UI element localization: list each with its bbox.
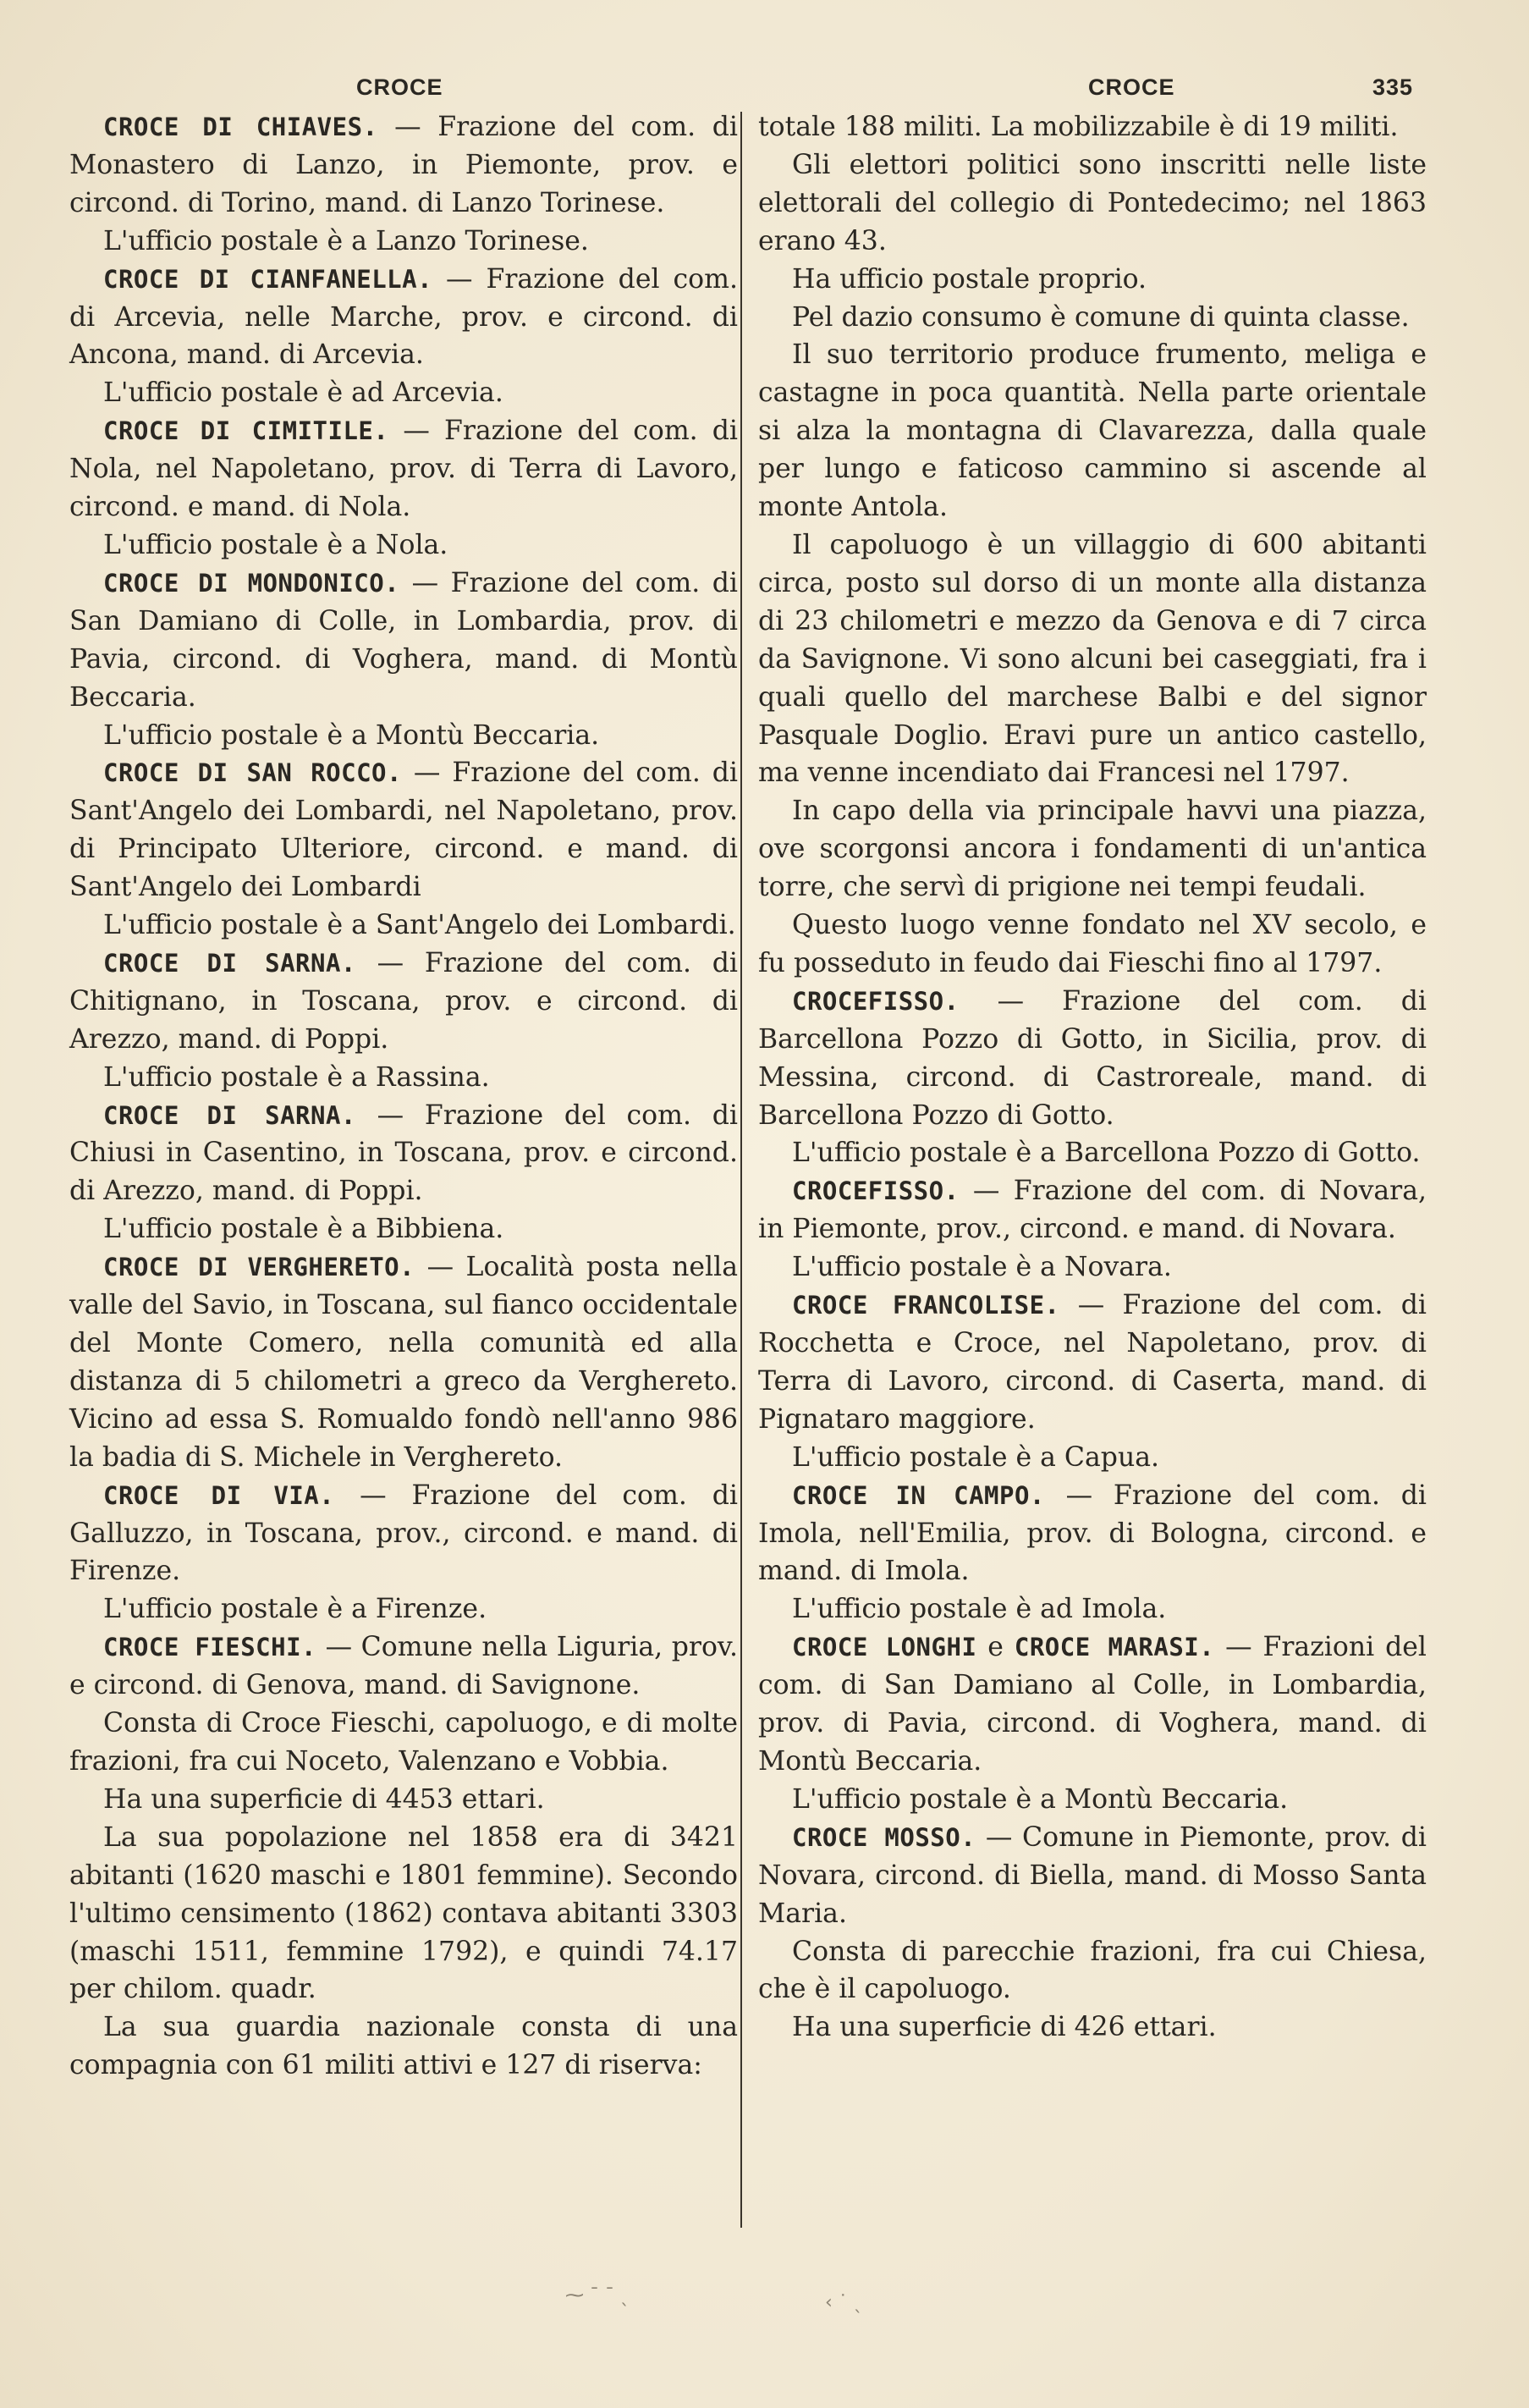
entry-paragraph: L'ufficio postale è a Montù Beccaria. (792, 1783, 1289, 1815)
entry-paragraph: L'ufficio postale è a Bibbiena. (103, 1214, 504, 1245)
entry-text: — Comune in Piemonte, prov. di Novara, circond. di Biella, mand. di Mosso Santa Maria. (758, 1821, 1427, 1929)
entry-text: — Frazione del com. di Nola, nel Napoletano, prov. di Terra di Lavoro, circond. e mand. di Nola. (69, 416, 738, 523)
entry-paragraph: Consta di parecchie frazioni, fra cui Chiesa, che è il capoluogo. (758, 1936, 1427, 2005)
entry-text: — Frazione del com. di Barcellona Pozzo di Gotto, in Sicilia, prov. di Messina, circond. di Castroreale, mand. di Barcellona Pozzo di Gotto. (758, 985, 1427, 1131)
entry-paragraph: L'ufficio postale è a Montù Beccaria. (103, 719, 600, 751)
entry-conjunction: e (976, 1632, 1015, 1663)
dictionary-entry (69, 1097, 738, 1211)
entry-text: — Frazione del com. di Rocchetta e Croce, nel Napoletano, prov. di Terra di Lavoro, circond. di Caserta, mand. di Pignataro maggiore. (758, 1290, 1427, 1435)
entry-paragraph: L'ufficio postale è a Rassina. (103, 1061, 490, 1093)
right-text-column (758, 108, 1427, 2047)
entry-paragraph: L'ufficio postale è ad Arcevia. (103, 377, 503, 409)
entry-paragraph: Ha una superficie di 4453 ettari. (103, 1783, 545, 1815)
entry-paragraph: La sua popolazione nel 1858 era di 3421 abitanti (1620 maschi e 1801 femmine). Secondo l'ultimo censimento (1862) contava abitanti 3303 (maschi 1511, femmine 1792), e quindi 74.17 per chilom. quadr. (69, 1821, 738, 2005)
entry-paragraph: Gli elettori politici sono inscritti nelle liste elettorali del collegio di Pontedecimo; nel 1863 erano 43. (758, 149, 1427, 256)
entry-paragraph: In capo della via principale havvi una piazza, ove scorgonsi ancora i fondamenti di un'antica torre, che servì di prigione nei tempi feudali. (758, 796, 1427, 903)
dictionary-entry (69, 412, 738, 526)
left-text-column (69, 108, 738, 2085)
entry-headword: CROCE DI SAN ROCCO. (103, 758, 402, 788)
entry-headword: CROCE FRANCOLISE. (792, 1291, 1060, 1320)
entry-paragraph: La sua guardia nazionale consta di una compagnia con 61 militi attivi e 127 di riserva: (69, 2012, 738, 2081)
entry-paragraph: L'ufficio postale è a Capua. (792, 1441, 1160, 1473)
entry-headword: CROCE DI VIA. (103, 1480, 335, 1510)
entry-paragraph: L'ufficio postale è ad Imola. (792, 1594, 1167, 1625)
entry-text: — Frazione del com. di Sant'Angelo dei Lombardi, nel Napoletano, prov. di Principato Ulteriore, circond. e mand. di Sant'Angelo dei Lombardi (69, 758, 738, 903)
entry-text: — Frazione del com. di Arcevia, nelle Marche, prov. e circond. di Ancona, mand. di Arcevia. (69, 263, 738, 371)
entry-headword: CROCE DI CIANFANELLA. (103, 264, 433, 294)
entry-paragraph: Ha una superficie di 426 ettari. (792, 2012, 1217, 2043)
dictionary-entry (69, 1248, 738, 1476)
entry-paragraph: L'ufficio postale è a Novara. (792, 1252, 1172, 1283)
entry-headword: CROCE DI CIMITILE. (103, 416, 389, 446)
entry-headword: CROCE DI MONDONICO. (103, 568, 400, 598)
entry-headword: CROCE MARASI. (1014, 1633, 1215, 1662)
page-speck: ‹ ˙ ˎ (825, 2292, 863, 2313)
entry-headword: CROCE DI CHIAVES. (103, 113, 378, 141)
entry-headword: CROCEFISSO. (792, 1176, 960, 1206)
entry-headword: CROCE FIESCHI. (103, 1633, 316, 1662)
entry-headword: CROCE DI VERGHERETO. (103, 1253, 415, 1282)
entry-text: — Frazione del com. di San Damiano di Colle, in Lombardia, prov. di Pavia, circond. di Voghera, mand. di Montù Beccaria. (69, 567, 738, 713)
running-head-right: CROCE (1088, 74, 1175, 100)
dictionary-entry (69, 1628, 738, 1705)
entry-text: — Comune nella Liguria, prov. e circond. di Genova, mand. di Savignone. (69, 1632, 739, 1701)
dictionary-entry (758, 1819, 1427, 1933)
dictionary-entry (69, 1477, 738, 1591)
entry-headword: CROCE DI SARNA. (103, 1100, 356, 1130)
entry-text: — Località posta nella valle del Savio, in Toscana, sul fianco occidentale del Monte Comero, nella comunità ed alla distanza di 5 chilometri a greco da Verghereto. Vicino ad essa S. Romualdo fondò nell'anno 986 la badia di S. Michele in Verghereto. (69, 1252, 738, 1473)
dictionary-entry (69, 261, 738, 375)
entry-text: — Frazione del com. di Chitignano, in Toscana, prov. e circond. di Arezzo, mand. di Poppi. (69, 947, 738, 1055)
dictionary-entry (758, 1287, 1427, 1439)
entry-headword: CROCE LONGHI (792, 1633, 977, 1662)
entry-headword: CROCEFISSO. (792, 986, 960, 1016)
entry-paragraph: L'ufficio postale è a Barcellona Pozzo di Gotto. (792, 1138, 1421, 1169)
entry-paragraph: Consta di Croce Fieschi, capoluogo, e di molte frazioni, fra cui Noceto, Valenzano e Vobbia. (69, 1708, 738, 1777)
entry-headword: CROCE DI SARNA. (103, 948, 356, 978)
entry-paragraph: L'ufficio postale è a Lanzo Torinese. (103, 225, 589, 256)
entry-paragraph: L'ufficio postale è a Sant'Angelo dei Lombardi. (103, 910, 736, 941)
entry-text: — Frazione del com. di Galluzzo, in Toscana, prov., circond. e mand. di Firenze. (69, 1480, 738, 1587)
dictionary-entry (758, 1628, 1427, 1781)
dictionary-entry (69, 945, 738, 1059)
entry-paragraph: Pel dazio consumo è comune di quinta classe. (792, 301, 1410, 333)
entry-headword: CROCE IN CAMPO. (792, 1480, 1045, 1510)
entry-paragraph: Il capoluogo è un villaggio di 600 abitanti circa, posto sul dorso di un monte alla distanza di 23 chilometri e mezzo da Genova e di 7 circa da Savignone. Vi sono alcuni bei caseggiati, fra i quali quello del marchese Balbi e del signor Pasquale Doglio. Eravi pure un antico castello, ma venne incendiato dai Francesi nel 1797. (758, 529, 1427, 789)
entry-paragraph: L'ufficio postale è a Nola. (103, 529, 448, 560)
dictionary-entry (758, 983, 1427, 1135)
dictionary-entry (69, 754, 738, 906)
page-speck: ⁓ ˉ ˉ ˎ (565, 2285, 630, 2306)
entry-paragraph: Il suo territorio produce frumento, meliga e castagne in poca quantità. Nella parte orientale si alza la montagna di Clavarezza, dalla quale per lungo e faticoso cammino si ascende al monte Antola. (758, 339, 1427, 523)
entry-text: — Frazione del com. di Imola, nell'Emilia, prov. di Bologna, circond. e mand. di Imola. (758, 1480, 1427, 1587)
entry-text: — Frazioni del com. di San Damiano al Colle, in Lombardia, prov. di Pavia, circond. di Voghera, mand. di Montù Beccaria. (758, 1632, 1427, 1777)
dictionary-entry (69, 108, 738, 223)
entry-paragraph: L'ufficio postale è a Firenze. (103, 1594, 487, 1625)
entry-paragraph: Ha ufficio postale proprio. (792, 263, 1147, 295)
dictionary-entry (69, 565, 738, 717)
entry-paragraph: totale 188 militi. La mobilizzabile è di 19 militi. (758, 112, 1399, 142)
entry-text: — Frazione del com. di Novara, in Piemonte, prov., circond. e mand. di Novara. (758, 1176, 1427, 1245)
dictionary-entry (758, 1477, 1427, 1591)
entry-text: — Frazione del com. di Chiusi in Casentino, in Toscana, prov. e circond. di Arezzo, mand. di Poppi. (69, 1099, 738, 1207)
entry-headword: CROCE MOSSO. (792, 1822, 976, 1852)
column-rule (740, 112, 742, 2228)
dictionary-entry (758, 1172, 1427, 1248)
entry-paragraph: Questo luogo venne fondato nel XV secolo, e fu posseduto in feudo dai Fieschi fino al 1797. (758, 910, 1427, 978)
running-head-left: CROCE (356, 74, 443, 100)
page-number: 335 (1372, 74, 1414, 100)
entry-text: — Frazione del com. di Monastero di Lanzo, in Piemonte, prov. e circond. di Torino, mand. di Lanzo Torinese. (69, 112, 738, 218)
